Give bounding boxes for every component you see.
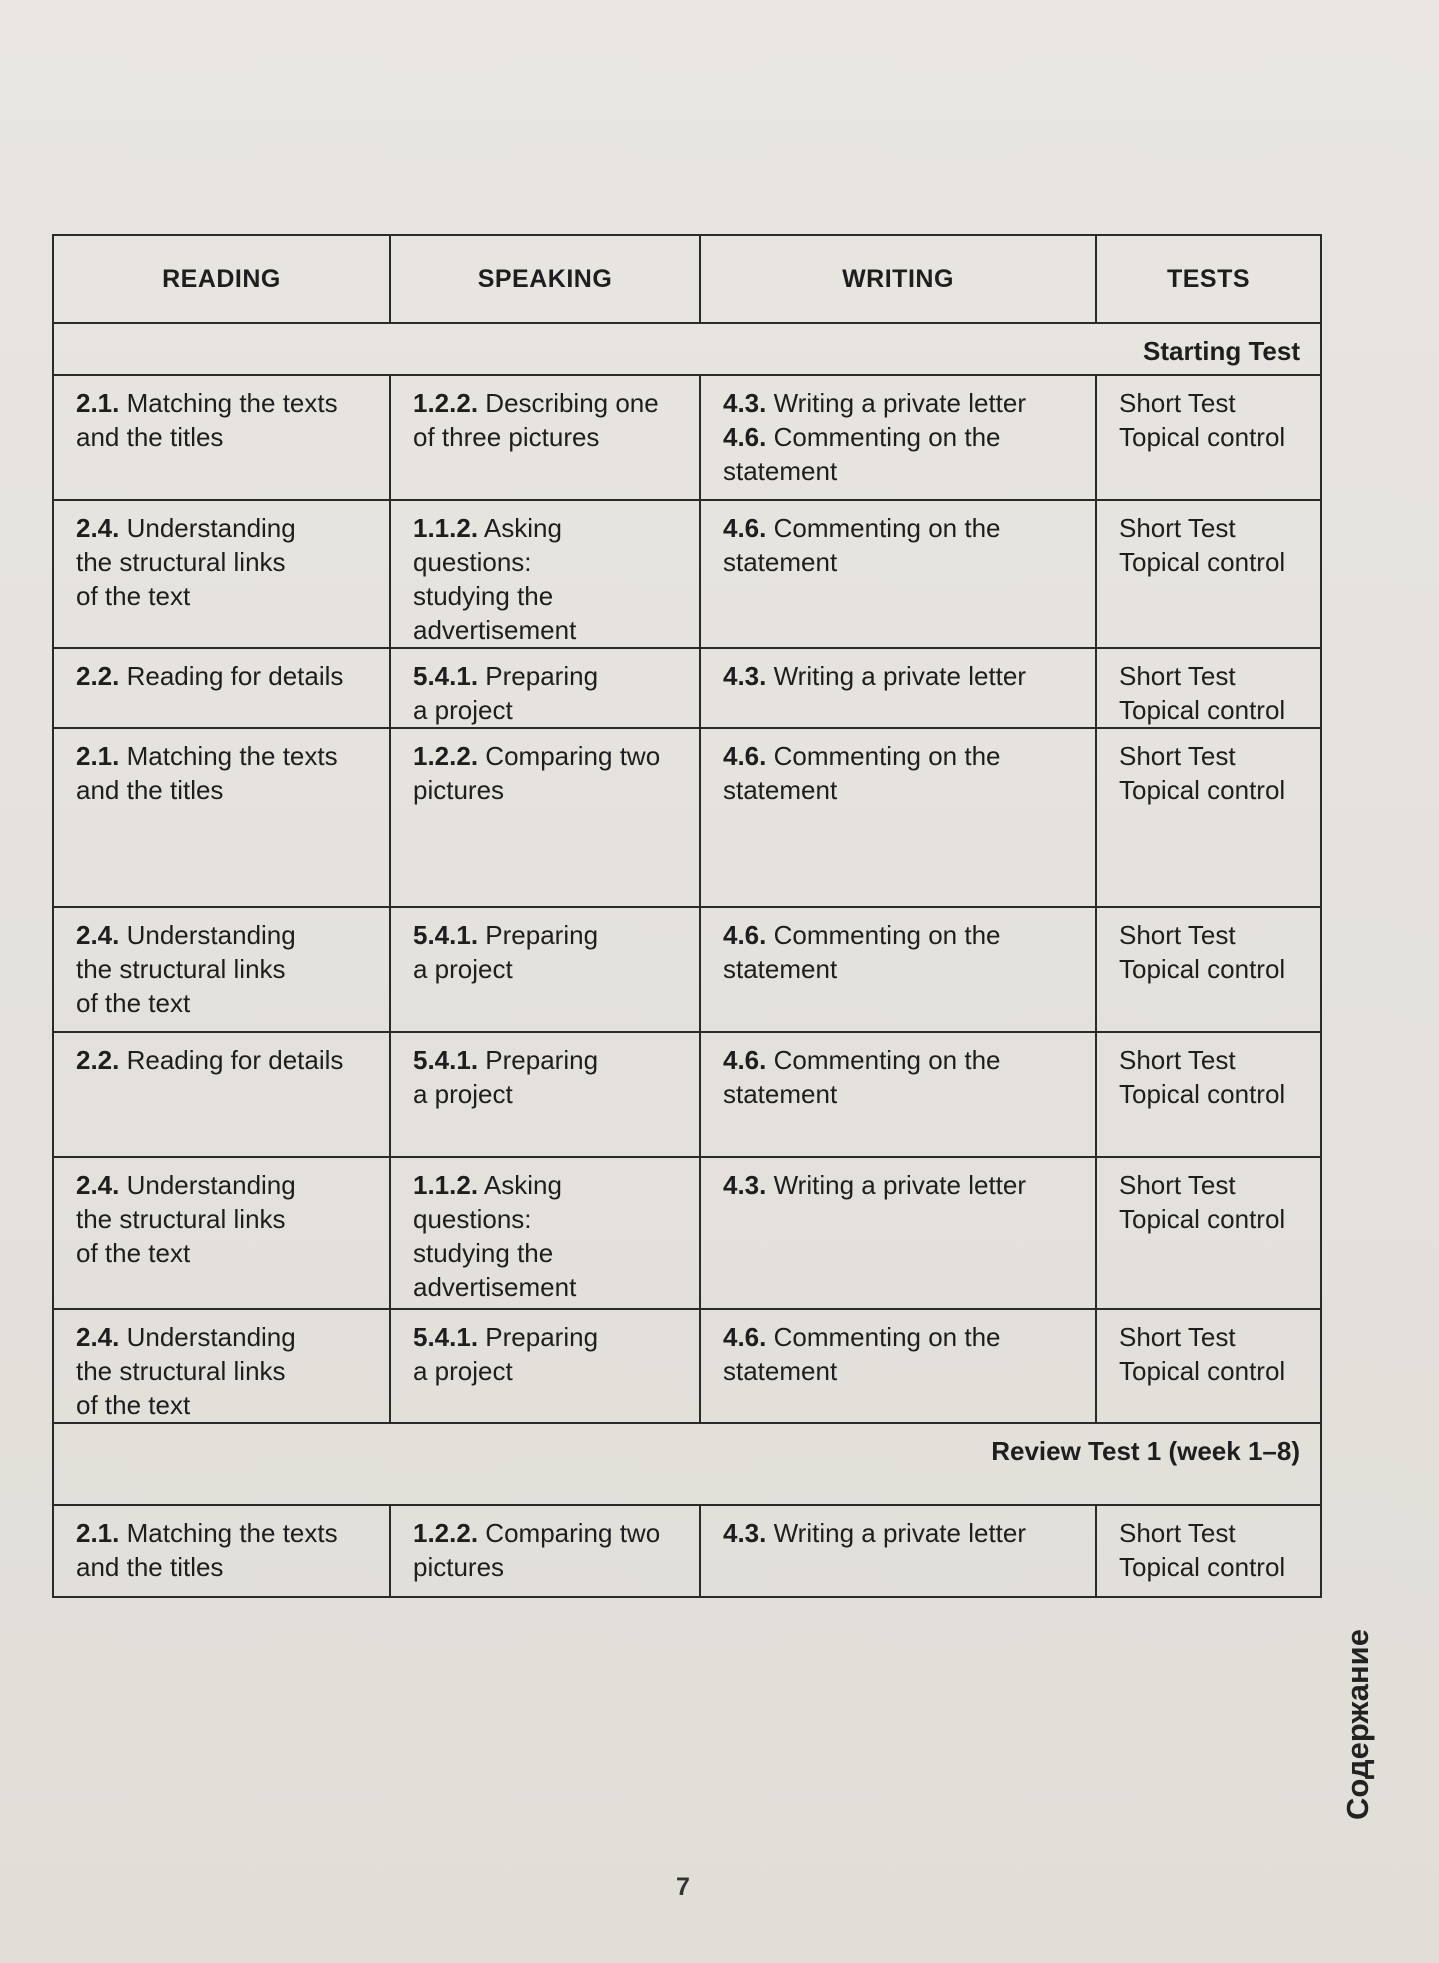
header-speaking: SPEAKING: [390, 235, 700, 323]
table-row: [53, 1157, 1321, 1309]
skill-text: of the text: [76, 988, 191, 1018]
cell-line: [76, 952, 369, 986]
cell-line: [76, 1168, 369, 1202]
skill-text: Writing a private letter: [773, 1170, 1027, 1200]
skill-text: Writing a private letter: [773, 1518, 1027, 1548]
test-item: Topical control: [1119, 1204, 1286, 1234]
test-item: Short Test: [1119, 388, 1236, 418]
cell-line: [413, 579, 679, 613]
test-item: Short Test: [1119, 1518, 1236, 1548]
skill-text: Matching the texts: [126, 388, 338, 418]
skill-text: a project: [413, 954, 513, 984]
skill-text: Understanding: [126, 513, 296, 543]
skill-text: studying the: [413, 1238, 554, 1268]
cell-line: [723, 545, 1075, 579]
skill-code: 4.3.: [723, 1518, 767, 1548]
cell-writing: [700, 500, 1096, 648]
table-row: [53, 1032, 1321, 1157]
cell-tests: [1096, 1157, 1321, 1309]
test-item: Topical control: [1119, 954, 1286, 984]
cell-writing: [700, 1309, 1096, 1423]
skill-text: Commenting on the: [773, 1322, 1001, 1352]
test-item: Topical control: [1119, 422, 1286, 452]
skill-text: Commenting on the: [773, 920, 1001, 950]
skill-code: 2.1.: [76, 1518, 120, 1548]
test-item: Topical control: [1119, 1356, 1286, 1386]
skill-text: Understanding: [126, 1322, 296, 1352]
skill-text: and the titles: [76, 422, 224, 452]
cell-line: [413, 1043, 679, 1077]
curriculum-table: [52, 234, 1322, 1598]
skill-text: statement: [723, 1356, 838, 1386]
skill-text: Understanding: [126, 920, 296, 950]
skill-text: Reading for details: [126, 661, 344, 691]
cell-speaking: [390, 648, 700, 728]
skill-text: Asking: [483, 1170, 562, 1200]
skill-text: of the text: [76, 1390, 191, 1420]
skill-code: 4.6.: [723, 513, 767, 543]
cell-line: [413, 613, 679, 647]
header-reading: READING: [53, 235, 390, 323]
cell-line: [723, 739, 1075, 773]
cell-tests: [1096, 648, 1321, 728]
table-row: [53, 375, 1321, 500]
cell-reading: [53, 375, 390, 500]
cell-tests: [1096, 1505, 1321, 1597]
skill-code: 2.4.: [76, 1170, 120, 1200]
cell-line: [413, 386, 679, 420]
header-row: [53, 235, 1321, 323]
cell-line: [723, 952, 1075, 986]
cell-line: [76, 1043, 369, 1077]
skill-code: 4.6.: [723, 1322, 767, 1352]
page-number: 7: [676, 1873, 690, 1901]
cell-speaking: [390, 1309, 700, 1423]
cell-speaking: [390, 1505, 700, 1597]
test-item: Short Test: [1119, 513, 1236, 543]
skill-text: Asking: [483, 513, 562, 543]
skill-code: 2.2.: [76, 661, 120, 691]
skill-text: Preparing: [485, 1045, 599, 1075]
skill-text: the structural links: [76, 954, 286, 984]
skill-text: of three pictures: [413, 422, 600, 452]
cell-speaking: [390, 907, 700, 1032]
cell-line: [413, 1270, 679, 1304]
skill-text: Writing a private letter: [773, 661, 1027, 691]
skill-text: Comparing two: [485, 1518, 661, 1548]
cell-line: [723, 1516, 1075, 1550]
skill-text: advertisement: [413, 1272, 577, 1302]
test-item: Short Test: [1119, 661, 1236, 691]
test-item: Short Test: [1119, 741, 1236, 771]
cell-line: [413, 1320, 679, 1354]
skill-code: 5.4.1.: [413, 1045, 479, 1075]
skill-code: 4.6.: [723, 1045, 767, 1075]
skill-text: a project: [413, 695, 513, 725]
skill-text: Commenting on the: [773, 741, 1001, 771]
test-item: Topical control: [1119, 1552, 1286, 1582]
cell-line: [723, 1077, 1075, 1111]
table-row: [53, 1505, 1321, 1597]
cell-line: [76, 1354, 369, 1388]
skill-text: the structural links: [76, 1204, 286, 1234]
cell-line: [76, 659, 369, 693]
table-row: [53, 500, 1321, 648]
cell-writing: [700, 728, 1096, 907]
skill-code: 4.6.: [723, 422, 767, 452]
test-item: Short Test: [1119, 1045, 1236, 1075]
table-row: [53, 648, 1321, 728]
skill-text: Preparing: [485, 920, 599, 950]
skill-text: studying the: [413, 581, 554, 611]
cell-writing: [700, 1505, 1096, 1597]
cell-writing: [700, 375, 1096, 500]
cell-line: [413, 773, 679, 807]
cell-line: [413, 952, 679, 986]
cell-tests: [1096, 1309, 1321, 1423]
skill-code: 2.4.: [76, 1322, 120, 1352]
cell-tests: [1096, 907, 1321, 1032]
skill-code: 5.4.1.: [413, 1322, 479, 1352]
cell-line: [723, 773, 1075, 807]
cell-line: [76, 918, 369, 952]
cell-line: [76, 986, 369, 1020]
cell-tests: [1096, 728, 1321, 907]
cell-line: [76, 1202, 369, 1236]
skill-text: Preparing: [485, 661, 599, 691]
skill-text: Commenting on the: [773, 1045, 1001, 1075]
cell-writing: [700, 648, 1096, 728]
cell-line: [413, 1202, 679, 1236]
table-row: [53, 728, 1321, 907]
skill-text: statement: [723, 775, 838, 805]
cell-line: [413, 1077, 679, 1111]
test-item: Topical control: [1119, 775, 1286, 805]
cell-writing: [700, 1032, 1096, 1157]
cell-line: [413, 1516, 679, 1550]
skill-text: Commenting on the: [773, 513, 1001, 543]
skill-text: a project: [413, 1356, 513, 1386]
skill-code: 2.1.: [76, 741, 120, 771]
starting-test-row: [53, 323, 1321, 375]
skill-text: statement: [723, 1079, 838, 1109]
cell-line: [76, 1236, 369, 1270]
cell-line: [723, 420, 1075, 454]
cell-line: [413, 739, 679, 773]
cell-speaking: [390, 1032, 700, 1157]
test-item: Short Test: [1119, 1322, 1236, 1352]
test-item: Topical control: [1119, 1079, 1286, 1109]
skill-text: Matching the texts: [126, 741, 338, 771]
cell-speaking: [390, 1157, 700, 1309]
cell-line: [413, 1168, 679, 1202]
cell-line: [413, 420, 679, 454]
cell-reading: [53, 1505, 390, 1597]
cell-reading: [53, 907, 390, 1032]
cell-line: [413, 1354, 679, 1388]
skill-code: 2.1.: [76, 388, 120, 418]
review-test: Review Test 1 (week 1–8): [53, 1423, 1321, 1505]
cell-line: [413, 918, 679, 952]
skill-text: advertisement: [413, 615, 577, 645]
cell-reading: [53, 1309, 390, 1423]
skill-text: statement: [723, 456, 838, 486]
cell-line: [76, 511, 369, 545]
skill-text: questions:: [413, 547, 532, 577]
cell-line: [76, 579, 369, 613]
cell-line: [76, 739, 369, 773]
skill-code: 1.2.2.: [413, 388, 479, 418]
skill-text: statement: [723, 954, 838, 984]
cell-line: [76, 386, 369, 420]
skill-text: Comparing two: [485, 741, 661, 771]
review-test-row: [53, 1423, 1321, 1505]
cell-speaking: [390, 728, 700, 907]
skill-code: 2.2.: [76, 1045, 120, 1075]
skill-code: 4.6.: [723, 741, 767, 771]
cell-reading: [53, 1157, 390, 1309]
cell-writing: [700, 1157, 1096, 1309]
skill-text: Reading for details: [126, 1045, 344, 1075]
skill-text: and the titles: [76, 1552, 224, 1582]
skill-text: the structural links: [76, 547, 286, 577]
skill-code: 4.6.: [723, 920, 767, 950]
skill-code: 1.2.2.: [413, 1518, 479, 1548]
skill-code: 5.4.1.: [413, 920, 479, 950]
header-tests: TESTS: [1096, 235, 1321, 323]
test-item: Short Test: [1119, 1170, 1236, 1200]
test-item: Topical control: [1119, 547, 1286, 577]
cell-line: [413, 545, 679, 579]
test-item: Short Test: [1119, 920, 1236, 950]
cell-tests: [1096, 375, 1321, 500]
skill-text: Matching the texts: [126, 1518, 338, 1548]
cell-line: [723, 1354, 1075, 1388]
cell-line: [76, 773, 369, 807]
skill-code: 4.3.: [723, 388, 767, 418]
cell-line: [413, 659, 679, 693]
table-row: [53, 1309, 1321, 1423]
cell-line: [723, 1320, 1075, 1354]
cell-line: [413, 511, 679, 545]
cell-speaking: [390, 500, 700, 648]
skill-text: Commenting on the: [773, 422, 1001, 452]
skill-code: 4.3.: [723, 1170, 767, 1200]
skill-text: Preparing: [485, 1322, 599, 1352]
skill-text: of the text: [76, 1238, 191, 1268]
test-item: Topical control: [1119, 695, 1286, 725]
cell-speaking: [390, 375, 700, 500]
cell-line: [413, 1550, 679, 1584]
skill-code: 4.3.: [723, 661, 767, 691]
cell-line: [723, 659, 1075, 693]
cell-writing: [700, 907, 1096, 1032]
skill-code: 1.1.2.: [413, 1170, 479, 1200]
skill-text: the structural links: [76, 1356, 286, 1386]
cell-line: [723, 1043, 1075, 1077]
skill-code: 1.1.2.: [413, 513, 479, 543]
cell-line: [723, 511, 1075, 545]
skill-text: pictures: [413, 1552, 505, 1582]
cell-line: [76, 1388, 369, 1422]
cell-line: [723, 386, 1075, 420]
skill-text: questions:: [413, 1204, 532, 1234]
cell-line: [76, 420, 369, 454]
cell-line: [76, 545, 369, 579]
table-row: [53, 907, 1321, 1032]
skill-text: statement: [723, 547, 838, 577]
skill-code: 2.4.: [76, 920, 120, 950]
cell-line: [76, 1516, 369, 1550]
side-section-label: Содержание: [1340, 1629, 1375, 1820]
cell-reading: [53, 728, 390, 907]
skill-text: of the text: [76, 581, 191, 611]
table-body: [53, 323, 1321, 1597]
cell-line: [723, 1168, 1075, 1202]
cell-reading: [53, 500, 390, 648]
skill-code: 2.4.: [76, 513, 120, 543]
cell-line: [723, 454, 1075, 488]
cell-tests: [1096, 500, 1321, 648]
skill-text: Understanding: [126, 1170, 296, 1200]
cell-line: [413, 1236, 679, 1270]
cell-line: [723, 918, 1075, 952]
cell-line: [76, 1550, 369, 1584]
skill-code: 5.4.1.: [413, 661, 479, 691]
skill-text: Describing one: [485, 388, 659, 418]
skill-text: Writing a private letter: [773, 388, 1027, 418]
cell-reading: [53, 648, 390, 728]
header-writing: WRITING: [700, 235, 1096, 323]
skill-code: 1.2.2.: [413, 741, 479, 771]
skill-text: pictures: [413, 775, 505, 805]
skill-text: and the titles: [76, 775, 224, 805]
cell-line: [76, 1320, 369, 1354]
skill-text: a project: [413, 1079, 513, 1109]
cell-reading: [53, 1032, 390, 1157]
starting-test: Starting Test: [53, 323, 1321, 375]
cell-tests: [1096, 1032, 1321, 1157]
cell-line: [413, 693, 679, 727]
